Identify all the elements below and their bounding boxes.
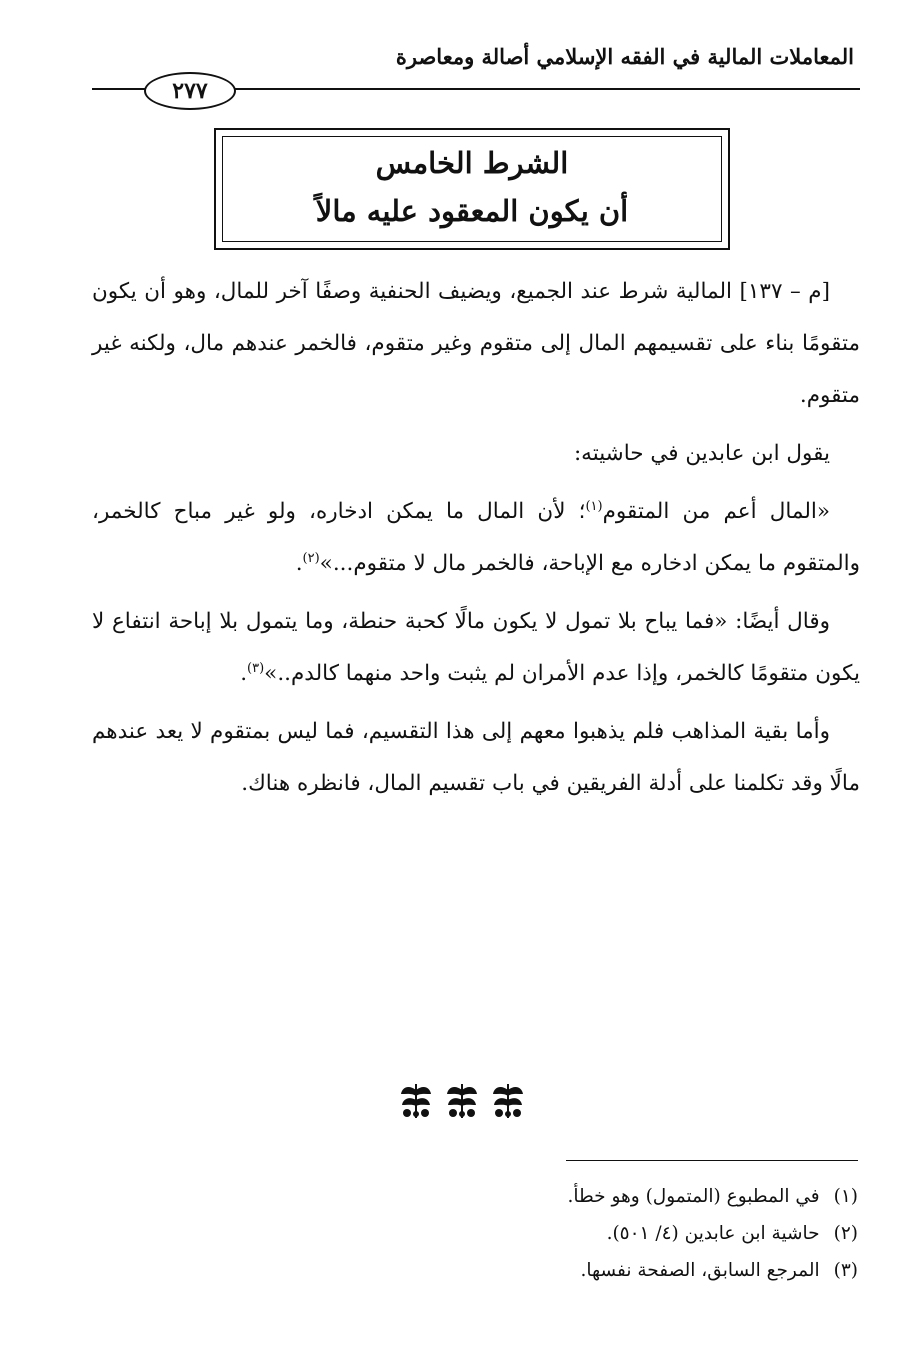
paragraph-2: يقول ابن عابدين في حاشيته: [573,441,830,466]
floral-ornament-icon [398,1080,434,1120]
footnote-ref-3: (٣) [247,660,265,676]
section-title: الشرط الخامس [375,146,569,180]
floral-ornament-icon [444,1080,480,1120]
footnote-number: (٢) [833,1223,858,1244]
paragraph-3 [92,486,860,590]
footnote-text: المرجع السابق، الصفحة نفسها. [580,1260,820,1281]
body-text [92,266,860,816]
footnote-number: (٣) [833,1260,858,1281]
paragraph-4 [92,596,860,700]
section-title-box [214,128,730,250]
page-number: ٢٧٧ [144,72,236,110]
footnote-3 [338,1252,858,1289]
paragraph-5: وأما بقية المذاهب فلم يذهبوا معهم إلى هذا التقسيم، فما ليس بمتقوم لا يعد عندهم مالًا وقد تكلمنا على أدلة الفريقين في باب تقسيم المال، فانظره هناك. [92,719,860,796]
section-subtitle: أن يكون المعقود عليه مالاً [315,194,629,228]
book-title: المعاملات المالية في الفقه الإسلامي أصالة ومعاصرة [395,44,854,69]
end-mark: . [240,661,248,686]
quote-part-1: «المال أعم من المتقوم [602,499,830,524]
paragraph-1: [م – ١٣٧] المالية شرط عند الجميع، ويضيف الحنفية وصفًا آخر للمال، وهو أن يكون متقومًا بناء على تقسيمهم المال إلى متقوم وغير متقوم، فالخمر عندهم مال، ولكنه غير متقوم. [92,279,860,408]
footnote-number: (١) [833,1186,858,1207]
footnote-text: في المطبوع (المتمول) وهو خطأ. [567,1186,820,1207]
footnote-1 [338,1178,858,1215]
section-end-ornament [398,1078,526,1122]
footnote-separator [566,1160,858,1161]
footnote-text: حاشية ابن عابدين (٤/ ٥٠١). [606,1223,820,1244]
footnotes [338,1178,858,1289]
end-mark: . [295,551,303,576]
footnote-ref-2: (٢) [302,550,320,566]
quote-part: وقال أيضًا: «فما يباح بلا تمول لا يكون مالًا كحبة حنطة، وما يتمول بلا إباحة انتفاع لا يكون متقومًا كالخمر، وإذا عدم الأمران لم يثبت واحد منهما كالدم..» [92,609,860,686]
floral-ornament-icon [490,1080,526,1120]
footnote-ref-1: (١) [585,498,603,514]
quote-part-2: ؛ لأن المال ما يمكن ادخاره، ولو غير مباح كالخمر، والمتقوم ما يمكن ادخاره مع الإباحة، فالخمر مال لا متقوم...» [92,499,860,576]
footnote-2 [338,1215,858,1252]
